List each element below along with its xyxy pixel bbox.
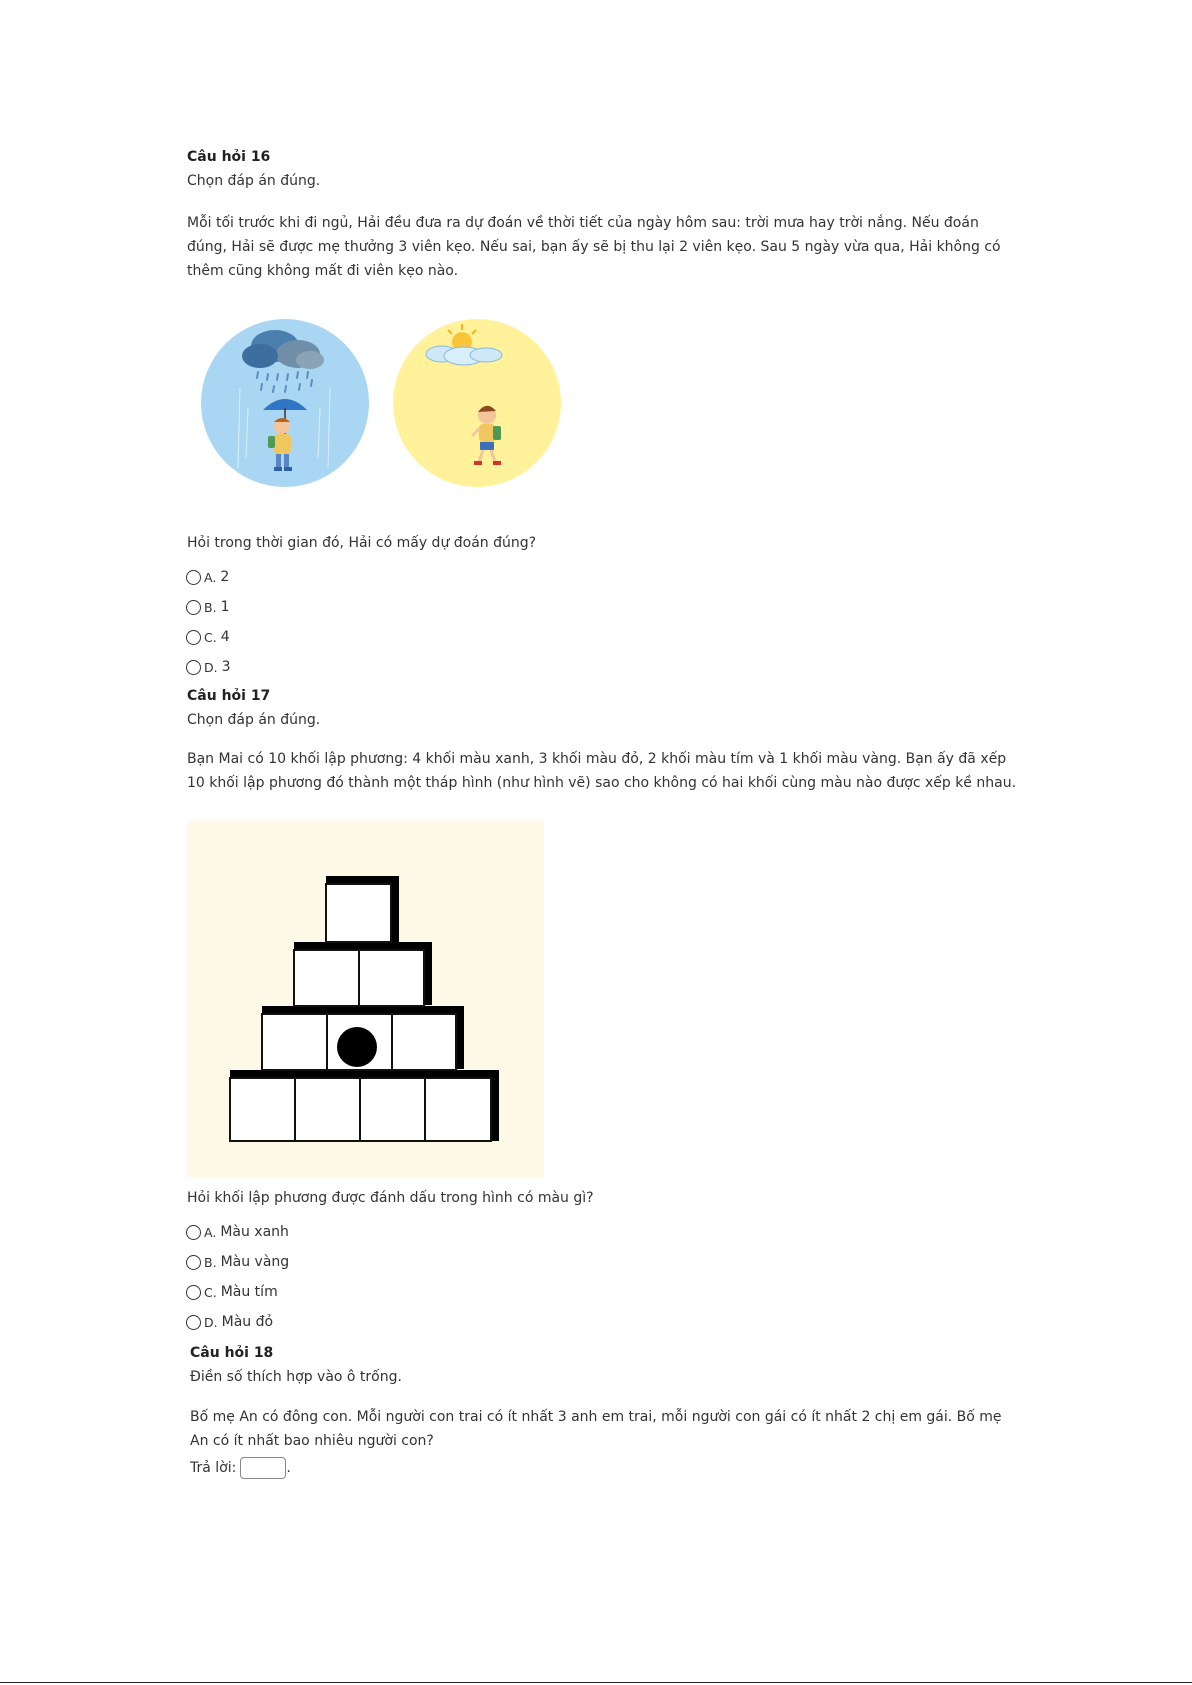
radio-icon[interactable]: [186, 1285, 201, 1300]
option-text: 1: [220, 599, 230, 615]
cube: [294, 950, 359, 1006]
cube: [295, 1078, 360, 1141]
question-18-instruction: Điền số thích hợp vào ô trống.: [190, 1369, 402, 1385]
question-17-prompt: Hỏi khối lập phương được đánh dấu trong hình có màu gì?: [187, 1190, 594, 1206]
question-16-title: Câu hỏi 16: [187, 149, 271, 165]
option-label: A.: [204, 1224, 217, 1240]
cube: [326, 884, 391, 942]
option-label: B.: [204, 1254, 217, 1270]
option-label: D.: [204, 659, 218, 675]
question-18-title: Câu hỏi 18: [190, 1345, 274, 1361]
question-16-prompt: Hỏi trong thời gian đó, Hải có mấy dự đoán đúng?: [187, 535, 537, 551]
cube: [359, 950, 424, 1006]
radio-icon[interactable]: [186, 600, 201, 615]
radio-icon[interactable]: [186, 570, 201, 585]
answer-row: [190, 1457, 291, 1479]
q16-option-b[interactable]: [186, 596, 229, 618]
question-17-instruction: Chọn đáp án đúng.: [187, 712, 321, 728]
q17-option-b[interactable]: [186, 1251, 289, 1273]
cube: [360, 1078, 425, 1141]
cube: [425, 1078, 491, 1141]
option-label: D.: [204, 1314, 218, 1330]
marker-dot-icon: [337, 1027, 377, 1067]
sunny-boy-illustration: [392, 318, 562, 488]
question-18-paragraph: Bố mẹ An có đông con. Mỗi người con trai có ít nhất 3 anh em trai, mỗi người con gái có ít nhất 2 chị em gái. Bố mẹ An có ít nhất bao nhiêu người con?: [190, 1409, 1002, 1449]
option-text: Màu đỏ: [221, 1314, 274, 1330]
radio-icon[interactable]: [186, 1315, 201, 1330]
cube-tower-figure: [187, 821, 544, 1177]
answer-suffix: .: [286, 1460, 291, 1476]
option-text: Màu vàng: [220, 1254, 290, 1270]
option-text: 4: [220, 629, 230, 645]
q17-option-c[interactable]: [186, 1281, 278, 1303]
option-text: Màu xanh: [220, 1224, 289, 1240]
question-16-paragraph: Mỗi tối trước khi đi ngủ, Hải đều đưa ra dự đoán về thời tiết của ngày hôm sau: trời mưa hay trời nắng. Nếu đoán đúng, Hải sẽ được mẹ thưởng 3 viên kẹo. Nếu sai, bạn ấy sẽ bị thu lại 2 viên kẹo. Sau 5 ngày vừa qua, Hải không có thêm cũng không mất đi viên kẹo nào.: [187, 215, 1001, 279]
answer-label: Trả lời:: [190, 1460, 237, 1476]
option-text: 3: [221, 659, 231, 675]
option-label: B.: [204, 599, 217, 615]
cube: [230, 1078, 295, 1141]
radio-icon[interactable]: [186, 1255, 201, 1270]
radio-icon[interactable]: [186, 660, 201, 675]
answer-input[interactable]: [240, 1457, 286, 1479]
option-text: 2: [220, 569, 230, 585]
question-17-title: Câu hỏi 17: [187, 688, 271, 704]
option-label: A.: [204, 569, 217, 585]
radio-icon[interactable]: [186, 1225, 201, 1240]
option-label: C.: [204, 1284, 217, 1300]
cube: [392, 1014, 456, 1070]
q16-option-d[interactable]: [186, 656, 231, 678]
question-17-paragraph: Bạn Mai có 10 khối lập phương: 4 khối màu xanh, 3 khối màu đỏ, 2 khối màu tím và 1 khối màu vàng. Bạn ấy đã xếp 10 khối lập phương đó thành một tháp hình (như hình vẽ) sao cho không có hai khối cùng màu nào được xếp kề nhau.: [187, 751, 1017, 791]
cube: [262, 1014, 327, 1070]
q16-option-a[interactable]: [186, 566, 229, 588]
option-text: Màu tím: [220, 1284, 278, 1300]
option-label: C.: [204, 629, 217, 645]
q16-option-c[interactable]: [186, 626, 230, 648]
rainy-boy-illustration: [200, 318, 370, 488]
q17-option-d[interactable]: [186, 1311, 273, 1333]
question-16-instruction: Chọn đáp án đúng.: [187, 173, 321, 189]
q17-option-a[interactable]: [186, 1221, 289, 1243]
radio-icon[interactable]: [186, 630, 201, 645]
page-footer-line: [0, 1682, 1192, 1683]
